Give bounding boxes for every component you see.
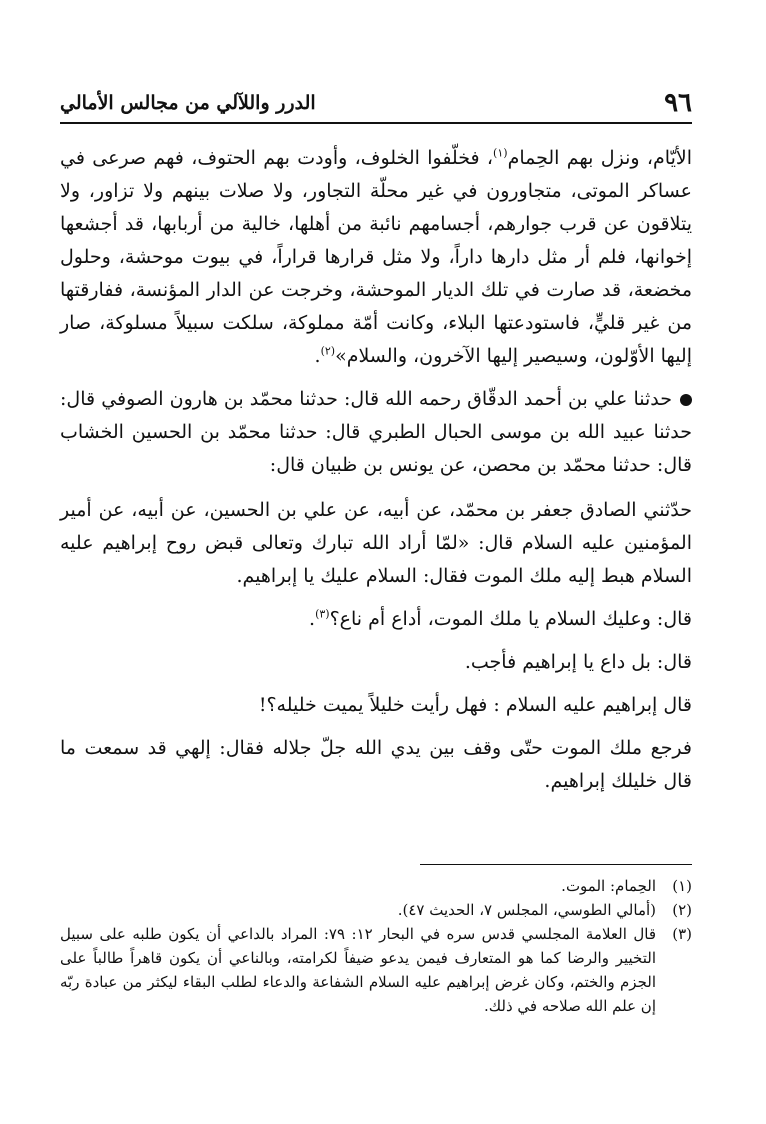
footnote <box>60 898 692 922</box>
paragraph-text: فرجع ملك الموت حتّى وقف بين يدي الله جلّ جلاله فقال: إلهي قد سمعت ما قال خليلك إبراهيم. <box>60 737 692 792</box>
paragraph-text: حدّثني الصادق جعفر بن محمّد، عن أبيه، عن علي بن الحسين، عن أبيه، عن أمير المؤمنين عليه السلام قال: «لمّا أراد الله تبارك وتعالى قبض روح إبراهيم عليه السلام هبط إليه ملك الموت فقال: السلام عليك يا إبراهيم. <box>60 499 692 587</box>
running-title: الدرر واللآلي من مجالس الأمالي <box>60 92 316 114</box>
paragraph-text: الأيّام، ونزل بهم الحِمام <box>507 147 692 169</box>
paragraph <box>60 732 692 798</box>
paragraph <box>60 646 692 679</box>
footnote <box>60 874 692 898</box>
header-rule <box>60 122 692 124</box>
page-header <box>60 82 692 122</box>
footnote-text: الحِمام: الموت. <box>561 877 656 895</box>
paragraph <box>60 383 692 482</box>
paragraph-text: ، فخلّفوا الخلوف، وأودت بهم الحتوف، فهم صرعى في عساكر الموتى، متجاورون في غير محلّة التجاور، ولا صلات بينهم ولا تزاور، ولا يتلاقون عن قرب جوارهم، أجسامهم نائبة من أهلها، خالية من أربابها، قد أجشعها إخوانها، فلم أر مثل دارها داراً، ولا مثل قرارها قراراً، في بيوت موحشة، وحلول مخضعة، قد صارت في تلك الديار الموحشة، وخرجت عن الدار المؤنسة، ففارقتها من غير قليٍّ، فاستودعتها البلاء، وكانت أمّة مملوكة، سلكت سبيلاً مسلوكة، صار إليها الأوّلون، وسيصير إليها الآخرون، والسلام» <box>60 147 693 367</box>
footnote-text: قال العلامة المجلسي قدس سره في البحار ١٢: ٧٩: المراد بالداعي أن يكون طلبه على سبيل التخيير والرضا كما هو المتعارف فيمن يدعو ضيفاً لكرامته، وبالناعي أن يكون قاهراً طالباً على الجزم والختم، وكان غرض إبراهيم عليه السلام الشفاعة والدعاء لطلب البقاء ليكثر من عبادة ربّه إن علم الله صلاحه في ذلك. <box>60 925 656 1015</box>
main-text <box>60 142 692 798</box>
paragraph <box>60 689 692 722</box>
punctuation: . <box>314 345 321 367</box>
footnote-number: (٢) <box>672 901 692 919</box>
footnote-number: (٣) <box>672 925 692 943</box>
footnote-ref: (٣) <box>315 607 330 621</box>
footnote-number: (١) <box>672 877 692 895</box>
punctuation: . <box>309 608 316 630</box>
paragraph-text: قال إبراهيم عليه السلام : فهل رأيت خليلاً يميت خليله؟! <box>258 694 692 716</box>
footnote-text: (أمالي الطوسي، المجلس ٧، الحديث ٤٧). <box>397 901 656 919</box>
footnote-ref: (١) <box>493 146 508 160</box>
footnote <box>60 922 692 1018</box>
paragraph <box>60 142 692 373</box>
paragraph <box>60 603 692 636</box>
footnotes <box>60 874 692 1018</box>
footnote-rule <box>420 864 692 865</box>
paragraph-text: قال: بل داع يا إبراهيم فأجب. <box>464 651 692 673</box>
paragraph-text: قال: وعليك السلام يا ملك الموت، أداع أم ناع؟ <box>329 608 692 630</box>
paragraph <box>60 494 692 593</box>
paragraph-text: حدثنا علي بن أحمد الدقّاق رحمه الله قال: حدثنا محمّد بن هارون الصوفي قال: حدثنا عبيد الله بن موسى الحبال الطبري قال: حدثنا محمّد بن الحسين الخشاب قال: حدثنا محمّد بن محصن، عن يونس بن ظبيان قال: <box>60 388 692 476</box>
footnote-ref: (٢) <box>320 344 336 358</box>
page-number: ٩٦ <box>664 88 692 118</box>
bullet-icon <box>680 394 692 406</box>
